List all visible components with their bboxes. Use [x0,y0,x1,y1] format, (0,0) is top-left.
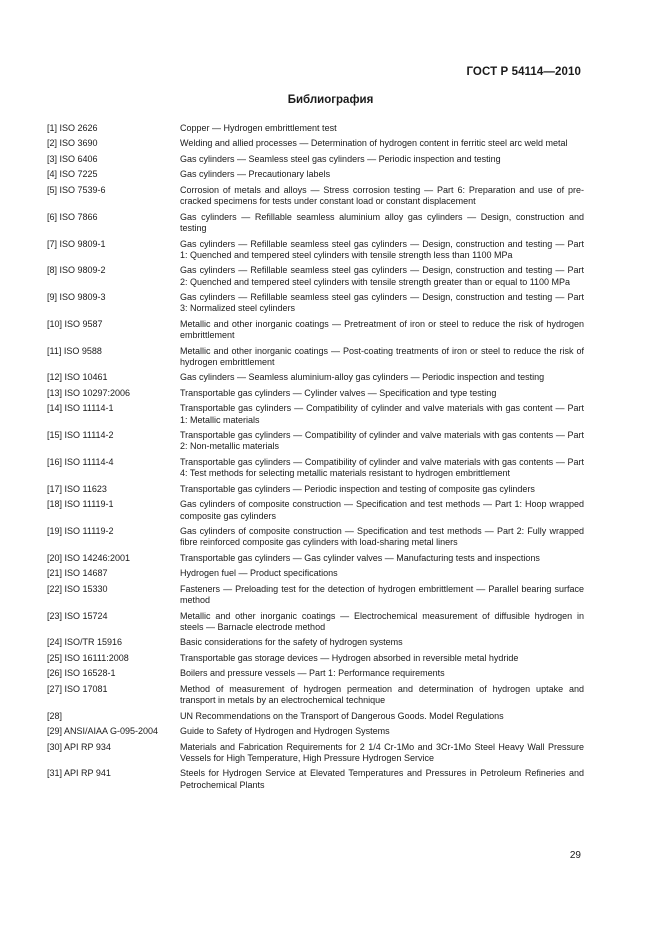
reference-entry [47,185,584,208]
reference-title: Metallic and other inorganic coatings — Post-coating treatments of iron or steel to reduce the risk of hydrogen embrittlement [180,345,584,367]
reference-entry [47,742,584,765]
reference-code: [5] ISO 7539-6 [47,184,106,195]
reference-title: UN Recommendations on the Transport of Dangerous Goods. Model Regulations [180,710,504,721]
reference-entry [47,499,584,522]
reference-title: Metallic and other inorganic coatings — Pretreatment of iron or steel to reduce the risk of hydrogen embrittlement [180,318,584,341]
reference-entry [47,653,584,664]
reference-entry [47,568,584,579]
reference-code: [14] ISO 11114-1 [47,403,114,414]
reference-code: [22] ISO 15330 [47,583,108,594]
page-title: Библиография [287,94,374,106]
reference-code: [10] ISO 9587 [47,318,103,329]
reference-title: Welding and allied processes — Determination of hydrogen content in ferritic steel arc weld metal [180,138,568,149]
reference-entry [47,403,584,426]
reference-entry [47,553,584,564]
reference-entry [47,123,584,134]
reference-entry [47,292,584,315]
document-header: ГОСТ Р 54114—2010 [466,66,581,78]
reference-title: Transportable gas cylinders — Compatibility of cylinder and valve materials with gas contents — Part 2: Non-metallic materials [180,430,584,452]
reference-title: Transportable gas cylinders — Compatibility of cylinder and valve materials with gas content — Part 1: Metallic materials [180,403,584,425]
reference-title: Gas cylinders — Refillable seamless steel gas cylinders — Design, construction and testing — Part 3: Normalized steel cylinders [180,292,584,314]
reference-entry [47,684,584,707]
reference-code: [3] ISO 6406 [47,153,98,164]
reference-title: Gas cylinders — Precautionary labels [180,169,331,180]
reference-title: Transportable gas cylinders — Gas cylinder valves — Manufacturing tests and inspections [180,552,540,563]
reference-entry [47,346,584,369]
reference-entry [47,711,584,722]
reference-code: [17] ISO 11623 [47,483,107,494]
reference-entry [47,668,584,679]
reference-code: [12] ISO 10461 [47,372,108,383]
reference-code: [8] ISO 9809-2 [47,265,106,276]
reference-title: Gas cylinders — Refillable seamless aluminium alloy gas cylinders — Design, construction and testing [180,211,584,234]
reference-title: Metallic and other inorganic coatings — Electrochemical measurement of diffusible hydrogen in steels — Barnacle electrode method [180,610,584,632]
reference-code: [19] ISO 11119-2 [47,525,114,536]
reference-title: Guide to Safety of Hydrogen and Hydrogen Systems [180,726,390,737]
reference-title: Gas cylinders of composite construction — Specification and test methods — Part 1: Hoop wrapped composite gas cylinders [180,499,584,521]
reference-title: Boilers and pressure vessels — Part 1: Performance requirements [180,668,445,679]
reference-entry [47,430,584,453]
reference-code: [29] ANSI/AIAA G-095-2004 [47,726,159,737]
reference-title: Transportable gas cylinders — Cylinder valves — Specification and type testing [180,387,497,398]
reference-code: [23] ISO 15724 [47,610,108,621]
page-number: 29 [569,850,581,861]
reference-code: [18] ISO 11119-1 [47,499,114,510]
reference-entry [47,584,584,607]
reference-code: [16] ISO 11114-4 [47,456,114,467]
reference-title: Method of measurement of hydrogen permeation and determination of hydrogen uptake and transport in metals by an electrochemical technique [180,683,584,706]
reference-code: [11] ISO 9588 [47,345,102,356]
reference-code: [13] ISO 10297:2006 [47,387,131,398]
reference-title: Basic considerations for the safety of hydrogen systems [180,637,403,648]
reference-code: [20] ISO 14246:2001 [47,552,131,563]
reference-code: [4] ISO 7225 [47,169,98,180]
reference-entry [47,212,584,235]
reference-title: Fasteners — Preloading test for the detection of hydrogen embrittlement — Parallel bearing surface method [180,583,584,606]
reference-code: [28] [47,710,63,721]
reference-entry [47,239,584,262]
reference-entry [47,637,584,648]
reference-entry [47,319,584,342]
reference-title: Gas cylinders — Seamless steel gas cylinders — Periodic inspection and testing [180,153,501,164]
reference-title: Steels for Hydrogen Service at Elevated Temperatures and Pressures in Petroleum Refineries and Petrochemical Plants [180,768,584,790]
reference-code: [25] ISO 16111:2008 [47,652,129,663]
reference-title: Gas cylinders — Refillable seamless steel gas cylinders — Design, construction and testing — Part 2: Quenched and tempered steel cylinders with tensile strength greater than or equal to 1100 MPa [180,265,584,287]
reference-entry [47,457,584,480]
reference-entry [47,169,584,180]
reference-entry [47,484,584,495]
bibliography-list [47,123,584,795]
reference-entry [47,372,584,383]
reference-title: Corrosion of metals and alloys — Stress corrosion testing — Part 6: Preparation and use of pre-cracked specimens for tests under constant load or constant displacement [180,184,584,207]
reference-title: Transportable gas cylinders — Compatibility of cylinder and valve materials with gas contents — Part 4: Test methods for selecting metallic materials resistant to hydrogen embrittlement [180,456,584,479]
reference-code: [2] ISO 3690 [47,138,98,149]
reference-code: [9] ISO 9809-3 [47,292,106,303]
reference-code: [30] API RP 934 [47,741,111,752]
reference-code: [26] ISO 16528-1 [47,668,116,679]
reference-title: Transportable gas cylinders — Periodic inspection and testing of composite gas cylinders [180,483,535,494]
reference-title: Copper — Hydrogen embrittlement test [180,123,337,133]
reference-entry [47,726,584,737]
reference-title: Hydrogen fuel — Product specifications [180,568,338,579]
reference-title: Materials and Fabrication Requirements for 2 1/4 Cr-1Mo and 3Cr-1Mo Steel Heavy Wall Pressure Vessels for High Temperature, High Pressure Hydrogen Service [180,741,584,763]
reference-code: [24] ISO/TR 15916 [47,637,123,648]
reference-code: [21] ISO 14687 [47,568,108,579]
reference-entry [47,526,584,549]
reference-title: Transportable gas storage devices — Hydrogen absorbed in reversible metal hydride [180,652,519,663]
reference-entry [47,154,584,165]
reference-entry [47,611,584,634]
reference-code: [31] API RP 941 [47,768,111,779]
reference-entry [47,265,584,288]
reference-code: [1] ISO 2626 [47,123,98,133]
reference-entry [47,138,584,149]
reference-code: [27] ISO 17081 [47,683,108,694]
reference-code: [7] ISO 9809-1 [47,238,106,249]
reference-title: Gas cylinders — Refillable seamless steel gas cylinders — Design, construction and testing — Part 1: Quenched and tempered steel cylinders with tensile strength less than 1100 MPa [180,238,584,260]
reference-title: Gas cylinders — Seamless aluminium-alloy gas cylinders — Periodic inspection and testing [180,372,545,383]
reference-entry [47,768,584,791]
reference-title: Gas cylinders of composite construction — Specification and test methods — Part 2: Fully wrapped fibre reinforced composite gas cylinders with load-sharing metal liners [180,525,584,548]
reference-entry [47,388,584,399]
reference-code: [6] ISO 7866 [47,211,98,222]
reference-code: [15] ISO 11114-2 [47,430,114,441]
